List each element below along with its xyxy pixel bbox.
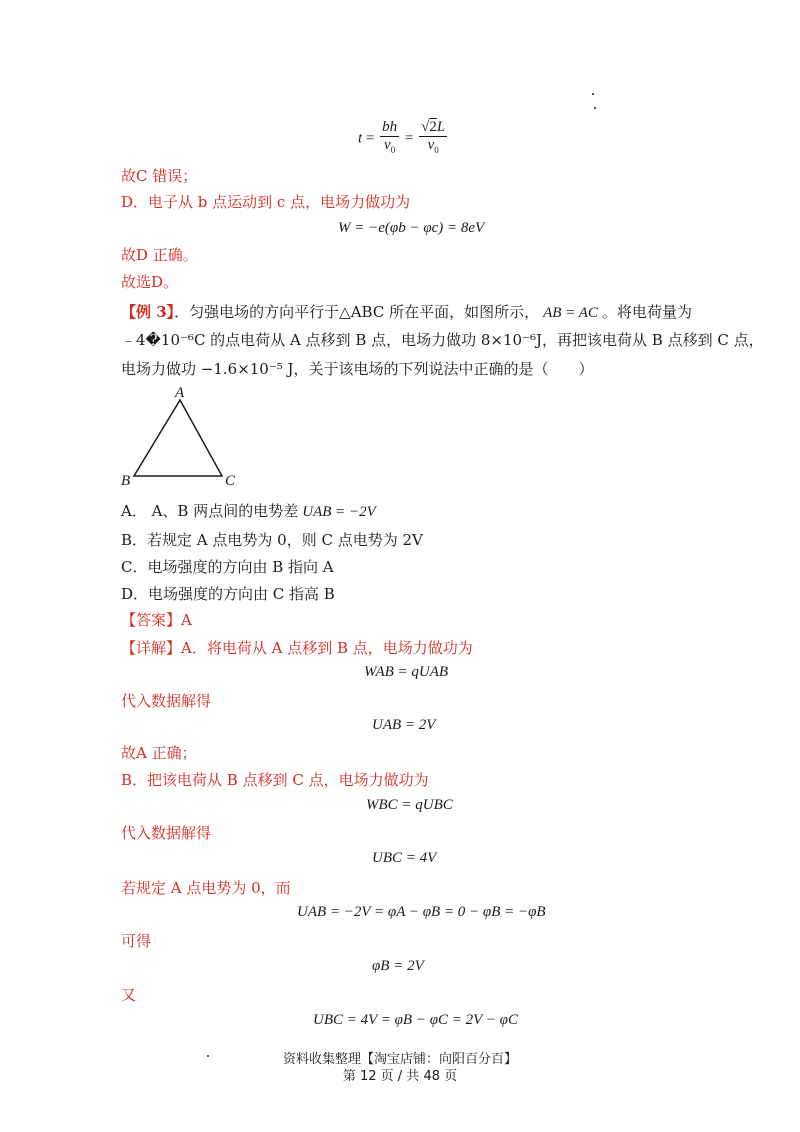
answer: 【答案】A [121,611,192,629]
vertex-label-a: A [175,385,185,401]
ab-ac-condition: AB = AC [543,305,598,321]
stray-dot [594,107,596,109]
equation-uab-phi: UAB = −2V = φA − φB = 0 − φB = −φB [297,904,546,920]
option-b: B．若规定 A 点电势为 0，则 C 点电势为 2V [121,531,423,549]
vertex-label-b: B [121,473,131,489]
option-d: D．电场强度的方向由 C 指高 B [121,585,335,603]
footer-page-number: 第 12 页 / 共 48 页 [342,1069,458,1084]
example-3-line-1: 【例 3】．匀强电场的方向平行于△ABC 所在平面，如图所示， AB = AC 。将电荷量为 [121,303,692,321]
example-3-line-2: ﹣4�10⁻⁶C 的点电荷从 A 点移到 B 点，电场力做功 8×10⁻⁶J，再把该电荷从 B 点移到 C 点， [121,331,764,349]
text-line: 故C 错误； [121,167,198,185]
equation-wab: WAB = qUAB [364,664,449,680]
triangle-abc [134,400,222,476]
text-line: 可得 [121,932,152,950]
text-line: D．电子从 b 点运动到 c 点，电场力做功为 [121,193,411,211]
text-line: 故D 正确。 [121,246,198,264]
equation-phib: φB = 2V [372,958,424,974]
equation-ubc-phi: UBC = 4V = φB − φC = 2V − φC [313,1012,518,1028]
equation-wbc: WBC = qUBC [366,797,453,813]
option-c: C．电场强度的方向由 B 指向 A [121,558,334,576]
example-3-line-3: 电场力做功 −1.6×10⁻⁵ J，关于该电场的下列说法中正确的是（ ） [121,360,594,378]
text-line: 又 [121,986,137,1004]
footer-source: 资料收集整理【淘宝店铺：向阳百分百】 [282,1052,517,1067]
equation-time: t = $\frac{bh}{v_0}$ = $\frac{√2L}{v_0}$ [358,119,446,155]
equation-ubc: UBC = 4V [372,850,437,866]
vertex-label-c: C [225,473,236,489]
text-line: 若规定 A 点电势为 0，而 [121,879,291,897]
triangle-figure [115,384,245,489]
text-line: 故A 正确； [121,744,197,762]
option-a: A． A、B 两点间的电势差 UAB = −2V [121,502,376,520]
equation-uab: UAB = 2V [372,717,436,733]
detail-intro: 【详解】A．将电荷从 A 点移到 B 点，电场力做功为 [121,639,473,657]
text-line: B．把该电荷从 B 点移到 C 点，电场力做功为 [121,771,429,789]
equation-work: W = −e(φb − φc) = 8eV [338,220,485,236]
text-line: 故选D。 [121,273,179,291]
stray-dot [592,93,594,95]
example-label: 【例 3】 [121,303,175,321]
text-line: 代入数据解得 [121,824,212,842]
text-line: 代入数据解得 [121,692,212,710]
